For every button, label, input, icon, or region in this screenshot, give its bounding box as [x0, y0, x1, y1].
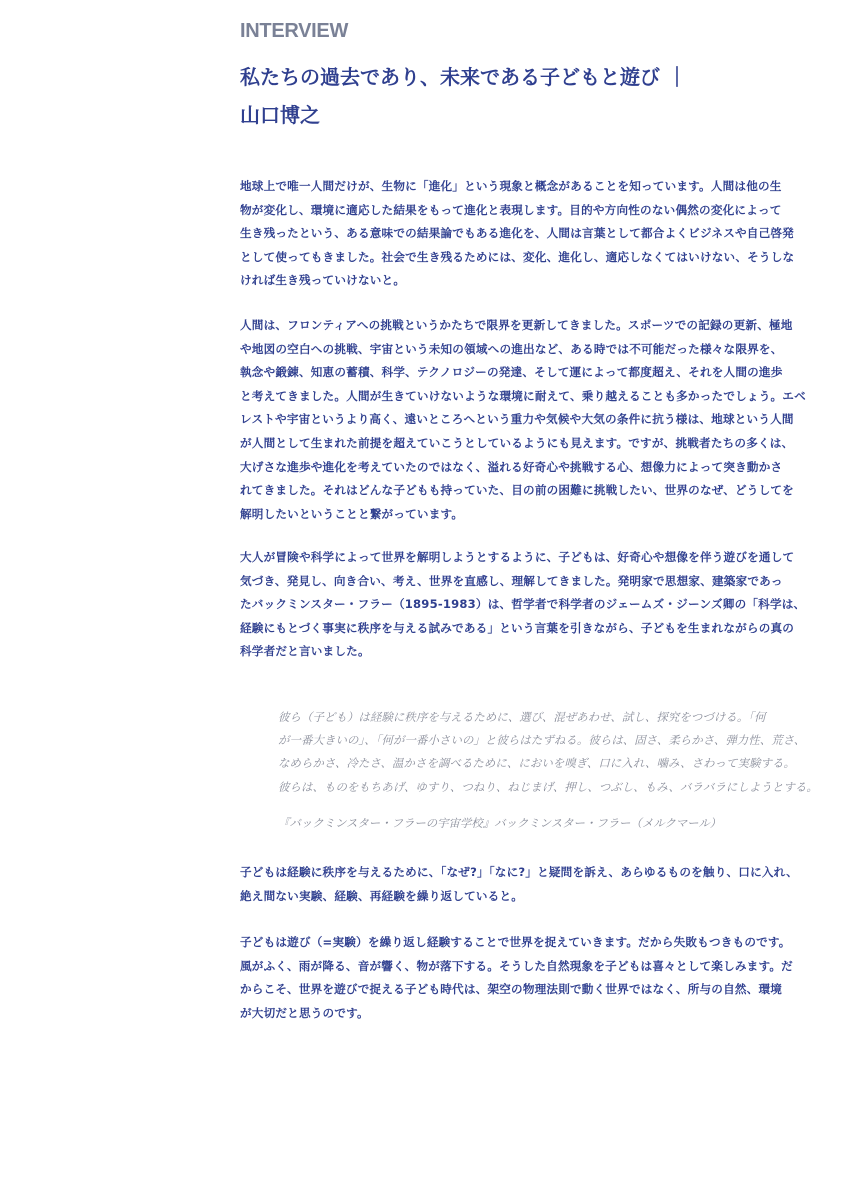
- paragraph: [240, 546, 832, 664]
- paragraph: [240, 931, 832, 1025]
- paragraph-line: からこそ、世界を遊びで捉える子ども時代は、架空の物理法則で動く世界ではなく、所与の自然、環境: [240, 982, 783, 997]
- paragraph: [240, 175, 832, 293]
- paragraph-line: 地球上で唯一人間だけが、生物に「進化」という現象と概念があることを知っています。人間は他の生: [240, 179, 782, 193]
- paragraph-line: 風がふく、雨が降る、音が響く、物が落下する。そうした自然現象を子どもは喜々として楽しみます。だ: [240, 958, 793, 973]
- paragraph-line: として使ってもきました。社会で生き残るためには、変化、進化し、適応しなくてはいけない、そうしな: [240, 249, 795, 264]
- paragraph-line: 解明したいということと繋がっています。: [240, 506, 464, 521]
- paragraph-line: と考えてきました。人間が生きていけないような環境に耐えて、乗り越えることも多かったでしょう。エベ: [240, 388, 806, 403]
- quote-line: なめらかさ、冷たさ、温かさを調べるために、においを嗅ぎ、口に入れ、噛み、さわって実験する。: [278, 756, 795, 771]
- paragraph-line: ければ生き残っていけないと。: [240, 273, 406, 288]
- paragraph-line: 執念や鍛錬、知恵の蓄積、科学、テクノロジーの発達、そして運によって都度超え、それを人間の進歩: [240, 365, 783, 380]
- quote-line: 彼ら（子ども）は経験に秩序を与えるために、選び、混ぜあわせ、試し、探究をつづける。「何: [278, 710, 766, 724]
- block-quote: [278, 706, 834, 799]
- title-line: 私たちの過去であり、未来である子どもと遊び ｜: [240, 65, 687, 89]
- section-kicker: INTERVIEW: [240, 20, 349, 42]
- paragraph-line: や地図の空白への挑戦、宇宙という未知の領域への進出など、ある時では不可能だった様々な限界を、: [240, 341, 783, 356]
- paragraph-line: れてきました。それはどんな子どもも持っていた、目の前の困難に挑戦したい、世界のなぜ、どうしてを: [240, 483, 794, 498]
- paragraph-line: 物が変化し、環境に適応した結果をもって進化と表現します。目的や方向性のない偶然の変化によって: [240, 202, 782, 217]
- paragraph-line: 気づき、発見し、向き合い、考え、世界を直感し、理解してきました。発明家で思想家、建築家であっ: [240, 573, 783, 588]
- quote-line: 彼らは、ものをもちあげ、ゆすり、つねり、ねじまげ、押し、つぶし、もみ、バラバラにしようとする。: [278, 779, 818, 794]
- quote-line: が一番大きいの」、「何が一番小さいの」と彼らはたずねる。彼らは、固さ、柔らかさ、弾力性、荒さ、: [278, 733, 806, 748]
- paragraph-line: が大切だと思うのです。: [240, 1005, 369, 1020]
- paragraph-line: 人間は、フロンティアへの挑戦というかたちで限界を更新してきました。スポーツでの記録の更新、極地: [240, 318, 793, 332]
- paragraph: [240, 314, 832, 526]
- paragraph-line: 絶え間ない実験、経験、再経験を繰り返していると。: [240, 888, 524, 903]
- paragraph-line: レストや宇宙というより高く、遠いところへという重力や気候や大気の条件に抗う様は、地球という人間: [240, 412, 794, 427]
- paragraph-line: 科学者だと言いました。: [240, 644, 370, 659]
- paragraph-line: が人間として生まれた前提を超えていこうとしているようにも見えます。ですが、挑戦者たちの多くは、: [240, 435, 794, 450]
- paragraph-line: 大人が冒険や科学によって世界を解明しようとするように、子どもは、好奇心や想像を伴う遊びを通して: [240, 550, 795, 564]
- paragraph-line: 子どもは経験に秩序を与えるために、「なぜ?」「なに?」と疑問を訴え、あらゆるものを触り、口に入れ、: [240, 865, 798, 879]
- paragraph-line: 経験にもとづく事実に秩序を与える試みである」という言葉を引きながら、子どもを生まれながらの真の: [240, 620, 795, 635]
- paragraph-line: 子どもは遊び（=実験）を繰り返し経験することで世界を捉えていきます。だから失敗もつきものです。: [240, 935, 791, 949]
- author-name: 山口博之: [240, 103, 320, 127]
- paragraph-line: 生き残ったという、ある意味での結果論でもある進化を、人間は言葉として都合よくビジネスや自己啓発: [240, 226, 794, 241]
- article-title: [240, 58, 800, 134]
- paragraph-line: たバックミンスター・フラー（1895-1983）は、哲学者で科学者のジェームズ・ジーンズ卿の「科学は、: [240, 597, 806, 612]
- paragraph-line: 大げさな進歩や進化を考えていたのではなく、溢れる好奇心や挑戦する心、想像力によって突き動かさ: [240, 459, 783, 474]
- quote-source: 『バックミンスター・フラーの宇宙学校』バックミンスター・フラー（メルクマール）: [278, 816, 722, 830]
- paragraph: [240, 861, 832, 908]
